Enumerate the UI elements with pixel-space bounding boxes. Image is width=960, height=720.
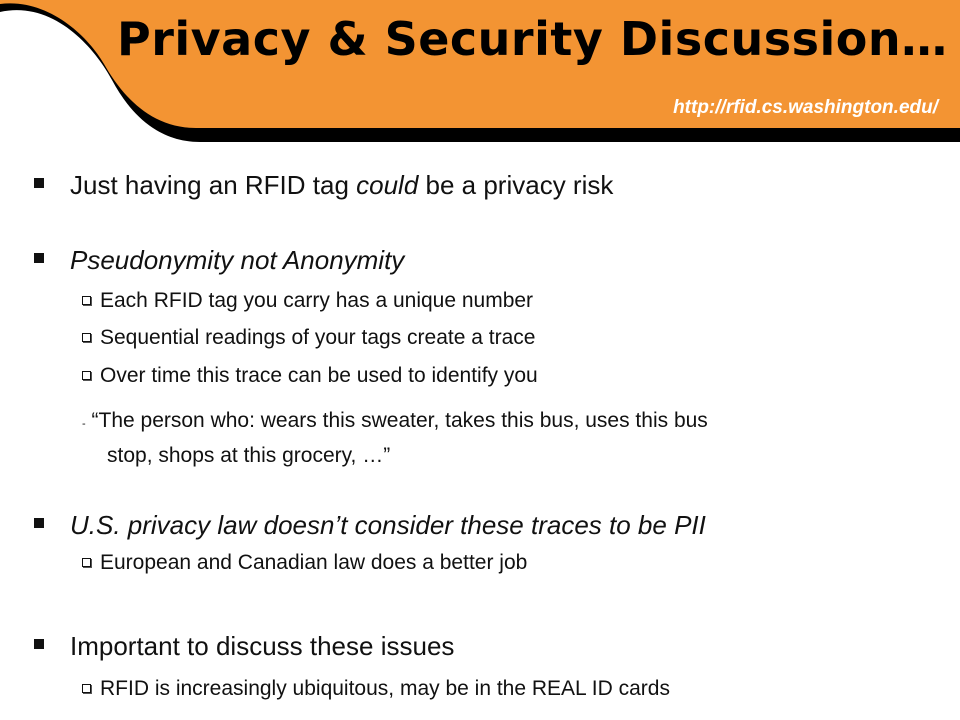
square-bullet-icon bbox=[34, 178, 44, 188]
checkbox-bullet-icon bbox=[82, 296, 91, 305]
checkbox-bullet-icon bbox=[82, 558, 91, 567]
bullet-us-privacy-law bbox=[34, 510, 706, 541]
square-bullet-icon bbox=[34, 253, 44, 263]
checkbox-bullet-icon bbox=[82, 684, 91, 693]
square-bullet-icon bbox=[34, 639, 44, 649]
bullet-text-post: be a privacy risk bbox=[418, 170, 614, 200]
checkbox-bullet-icon bbox=[82, 371, 91, 380]
quote-line-1: “The person who: wears this sweater, takes this bus, uses this bus bbox=[91, 409, 708, 432]
bullet-discuss-issues bbox=[34, 631, 454, 662]
dash-bullet: - bbox=[82, 418, 86, 430]
bullet-rfid-risk bbox=[34, 170, 613, 201]
quote-line-2: stop, shops at this grocery, …” bbox=[107, 444, 391, 467]
bullet-text-emphasis: could bbox=[356, 170, 419, 200]
sub-bullet-text: European and Canadian law does a better job bbox=[100, 551, 528, 574]
source-url: http://rfid.cs.washington.edu/ bbox=[673, 97, 938, 118]
sub-bullet bbox=[82, 551, 527, 575]
bullet-text: Important to discuss these issues bbox=[70, 631, 455, 661]
sub-bullet-text: RFID is increasingly ubiquitous, may be in the REAL ID cards bbox=[100, 677, 670, 700]
slide-title: Privacy & Security Discussion… bbox=[117, 12, 948, 66]
bullet-text: Pseudonymity not Anonymity bbox=[70, 245, 405, 275]
sub-bullet bbox=[82, 289, 533, 313]
sub-bullet-text: Each RFID tag you carry has a unique number bbox=[100, 289, 534, 312]
sub-bullet bbox=[82, 677, 670, 701]
sub-bullet-text: Sequential readings of your tags create a trace bbox=[100, 326, 536, 349]
square-bullet-icon bbox=[34, 518, 44, 528]
bullet-pseudonymity bbox=[34, 245, 404, 276]
checkbox-bullet-icon bbox=[82, 333, 91, 342]
sub-bullet bbox=[82, 326, 535, 350]
bullet-text: U.S. privacy law doesn’t consider these traces to be PII bbox=[70, 510, 706, 540]
quote-example bbox=[82, 405, 902, 472]
sub-bullet-text: Over time this trace can be used to identify you bbox=[100, 364, 538, 387]
sub-bullet bbox=[82, 364, 538, 388]
bullet-text-pre: Just having an RFID tag bbox=[70, 170, 357, 200]
bullet-text bbox=[70, 170, 613, 201]
